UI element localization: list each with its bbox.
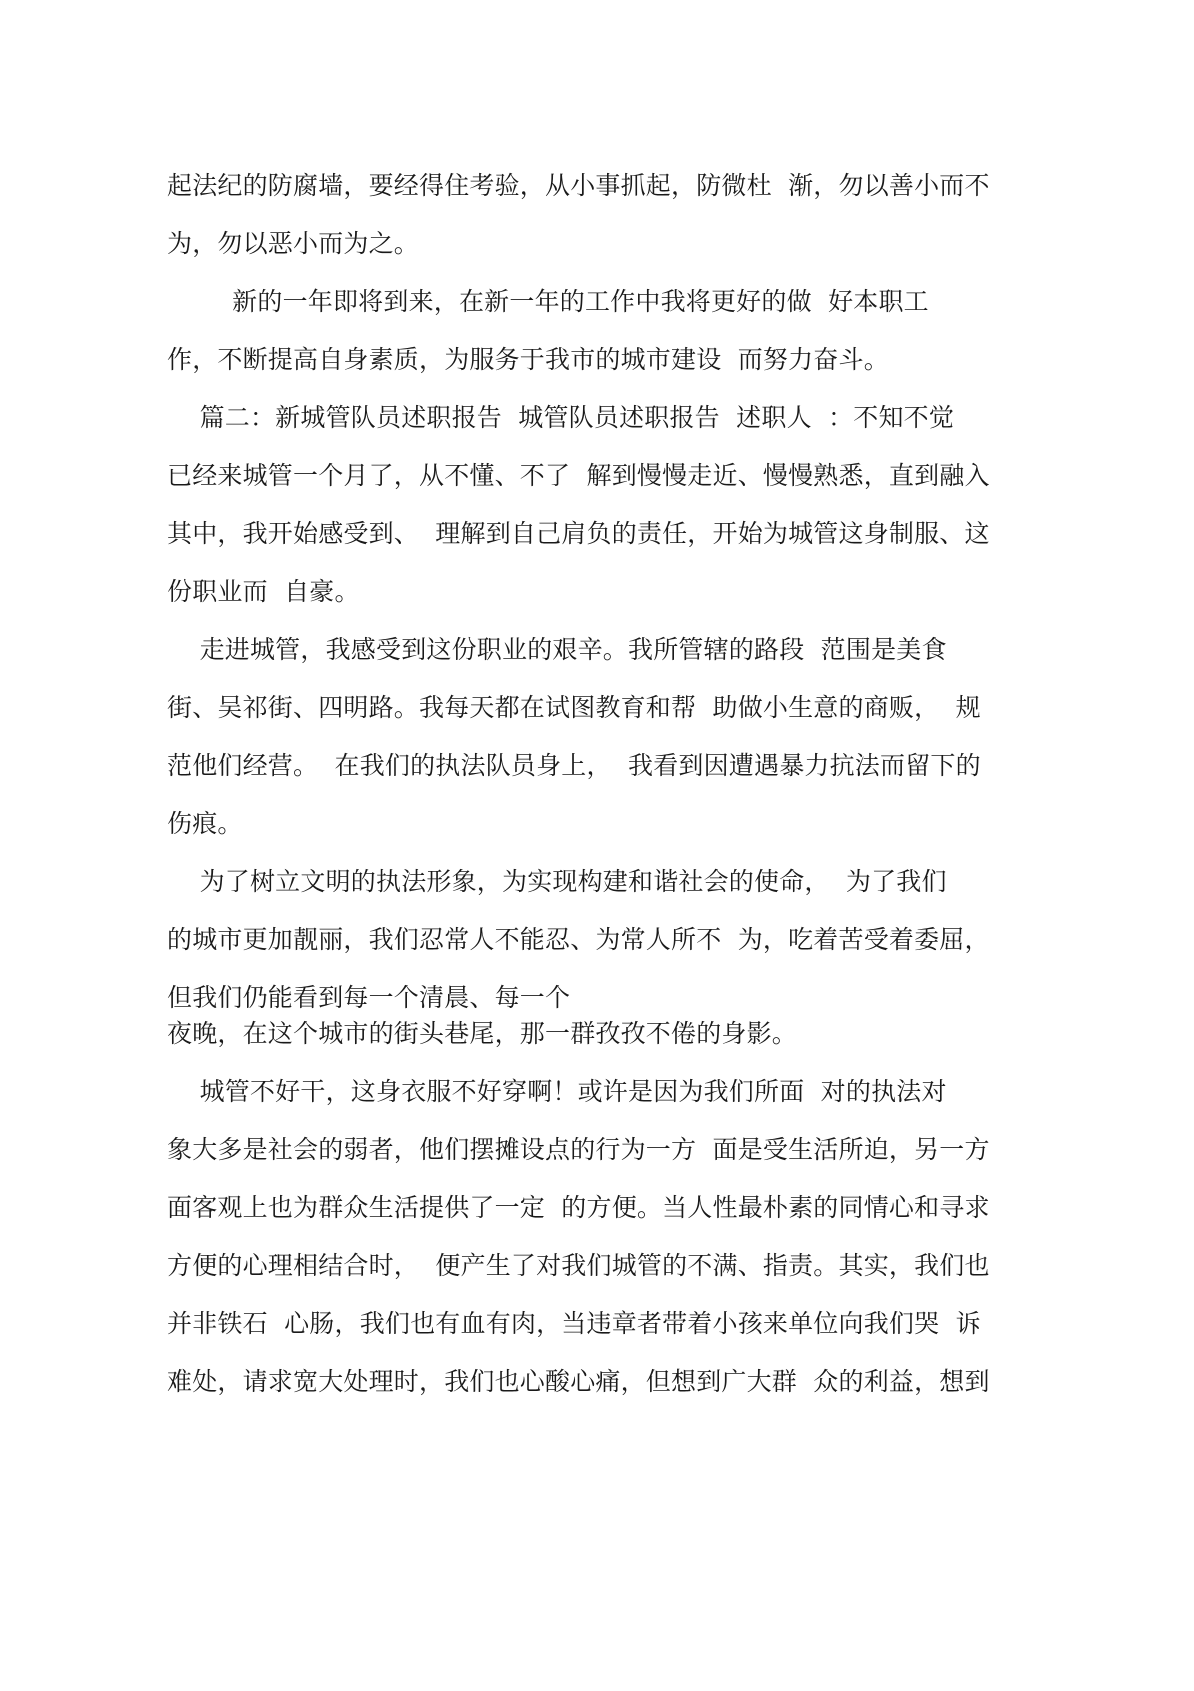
text-line: 的城市更加靓丽，我们忍常人不能忍、为常人所不 为，吃着苦受着委屈， — [167, 925, 990, 954]
text-line: 起法纪的防腐墙，要经得住考验，从小事抓起，防微杜 渐，勿以善小而不 — [167, 171, 990, 200]
text-line: 为，勿以恶小而为之。 — [167, 229, 420, 258]
text-line: 伤痕。 — [167, 809, 243, 838]
text-line: 作，不断提高自身素质，为服务于我市的城市建设 而努力奋斗。 — [167, 345, 889, 374]
text-line: 夜晚，在这个城市的街头巷尾，那一群孜孜不倦的身影。 — [167, 1019, 798, 1048]
text-line: 难处，请求宽大处理时，我们也心酸心痛，但想到广大群 众的利益，想到 — [167, 1367, 990, 1396]
text-line: 新的一年即将到来，在新一年的工作中我将更好的做 好本职工 — [167, 287, 929, 316]
text-line: 方便的心理相结合时， 便产生了对我们城管的不满、指责。其实，我们也 — [167, 1251, 990, 1280]
text-line: 街、吴祁街、四明路。我每天都在试图教育和帮 助做小生意的商贩， 规 — [167, 693, 981, 722]
text-line: 已经来城管一个月了，从不懂、不了 解到慢慢走近、慢慢熟悉，直到融入 — [167, 461, 990, 490]
text-line: 其中，我开始感受到、 理解到自己肩负的责任，开始为城管这身制服、这 — [167, 519, 990, 548]
text-line: 城管不好干，这身衣服不好穿啊！或许是因为我们所面 对的执法对 — [167, 1077, 947, 1106]
text-line: 份职业而 自豪。 — [167, 577, 360, 606]
text-line: 走进城管，我感受到这份职业的艰辛。我所管辖的路段 范围是美食 — [167, 635, 947, 664]
text-line: 但我们仍能看到每一个清晨、每一个 — [167, 983, 571, 1012]
text-line: 象大多是社会的弱者，他们摆摊设点的行为一方 面是受生活所迫，另一方 — [167, 1135, 990, 1164]
text-line: 为了树立文明的执法形象，为实现构建和谐社会的使命， 为了我们 — [167, 867, 947, 896]
text-line: 范他们经营。 在我们的执法队员身上， 我看到因遭遇暴力抗法而留下的 — [167, 751, 981, 780]
text-line: 并非铁石 心肠，我们也有血有肉，当违章者带着小孩来单位向我们哭 诉 — [167, 1309, 981, 1338]
text-line: 面客观上也为群众生活提供了一定 的方便。当人性最朴素的同情心和寻求 — [167, 1193, 990, 1222]
text-line: 篇二：新城管队员述职报告 城管队员述职报告 述职人 ：不知不觉 — [167, 403, 955, 432]
